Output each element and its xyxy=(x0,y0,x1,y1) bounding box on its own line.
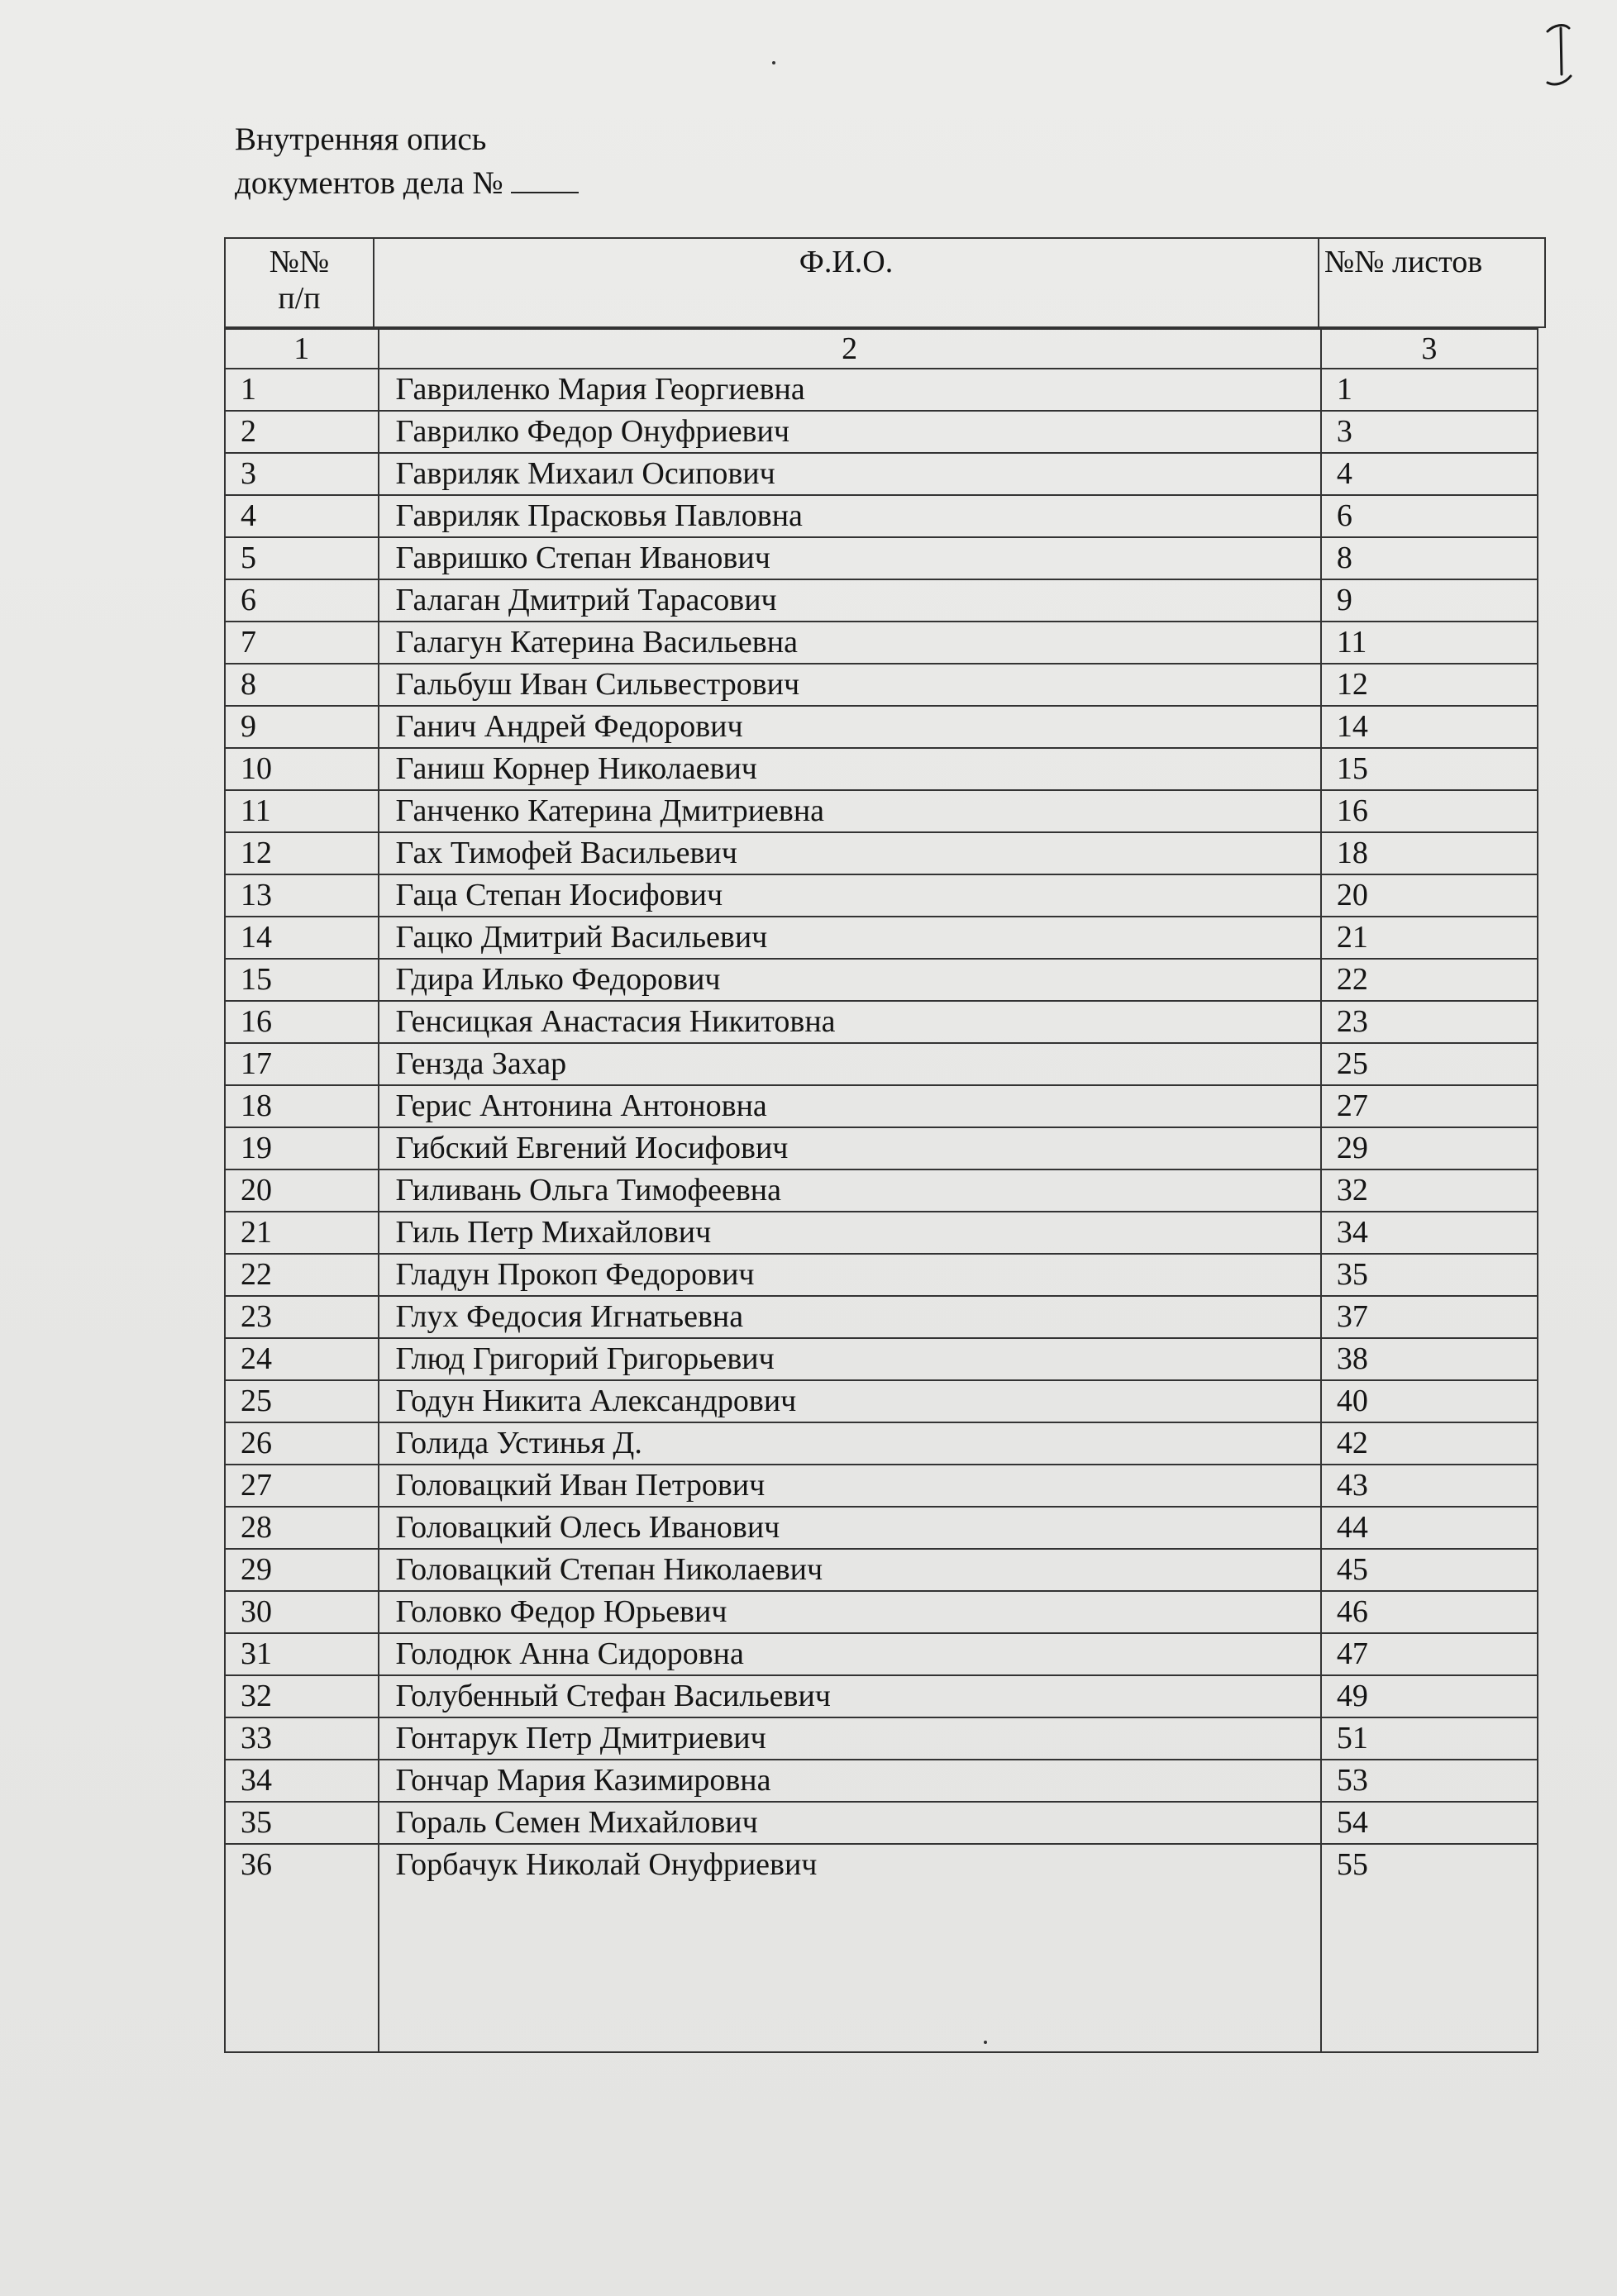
row-number: 11 xyxy=(225,790,379,832)
row-number: 1 xyxy=(225,369,379,411)
row-sheet: 21 xyxy=(1321,917,1538,959)
row-sheet: 42 xyxy=(1321,1422,1538,1465)
column-index-row xyxy=(225,329,1538,369)
row-name: Гонтарук Петр Дмитриевич xyxy=(379,1717,1321,1760)
table-row xyxy=(225,917,1538,959)
table-row xyxy=(225,1507,1538,1549)
row-name: Гибский Евгений Иосифович xyxy=(379,1127,1321,1169)
row-number: 17 xyxy=(225,1043,379,1085)
row-number: 13 xyxy=(225,874,379,917)
table-row xyxy=(225,1085,1538,1127)
row-sheet: 18 xyxy=(1321,832,1538,874)
row-name: Гавриляк Михаил Осипович xyxy=(379,453,1321,495)
row-number: 19 xyxy=(225,1127,379,1169)
row-name: Глух Федосия Игнатьевна xyxy=(379,1296,1321,1338)
row-sheet: 1 xyxy=(1321,369,1538,411)
row-number: 4 xyxy=(225,495,379,537)
row-sheet: 38 xyxy=(1321,1338,1538,1380)
row-name: Галагун Катерина Васильевна xyxy=(379,622,1321,664)
row-number: 14 xyxy=(225,917,379,959)
table-row xyxy=(225,1591,1538,1633)
row-name: Генсицкая Анастасия Никитовна xyxy=(379,1001,1321,1043)
row-number: 12 xyxy=(225,832,379,874)
table-row xyxy=(225,1760,1538,1802)
row-sheet: 23 xyxy=(1321,1001,1538,1043)
row-number: 33 xyxy=(225,1717,379,1760)
row-sheet: 22 xyxy=(1321,959,1538,1001)
row-number: 15 xyxy=(225,959,379,1001)
table-row xyxy=(225,1169,1538,1212)
row-sheet: 40 xyxy=(1321,1380,1538,1422)
table-row xyxy=(225,1254,1538,1296)
table-row xyxy=(225,790,1538,832)
row-name: Гаврилко Федор Онуфриевич xyxy=(379,411,1321,453)
row-sheet: 45 xyxy=(1321,1549,1538,1591)
row-number: 9 xyxy=(225,706,379,748)
row-name: Гацко Дмитрий Васильевич xyxy=(379,917,1321,959)
row-sheet: 3 xyxy=(1321,411,1538,453)
row-number: 25 xyxy=(225,1380,379,1422)
row-name: Горбачук Николай Онуфриевич xyxy=(379,1844,1321,2052)
row-name: Голубенный Стефан Васильевич xyxy=(379,1675,1321,1717)
row-number: 20 xyxy=(225,1169,379,1212)
table-row xyxy=(225,1338,1538,1380)
row-sheet: 4 xyxy=(1321,453,1538,495)
row-number: 23 xyxy=(225,1296,379,1338)
document-title xyxy=(235,117,579,205)
row-name: Гиливань Ольга Тимофеевна xyxy=(379,1169,1321,1212)
row-number: 3 xyxy=(225,453,379,495)
table-row xyxy=(225,832,1538,874)
row-name: Гальбуш Иван Сильвестрович xyxy=(379,664,1321,706)
table-row xyxy=(225,748,1538,790)
table-row xyxy=(225,495,1538,537)
row-sheet: 49 xyxy=(1321,1675,1538,1717)
row-number: 30 xyxy=(225,1591,379,1633)
header-name: Ф.И.О. xyxy=(374,238,1319,327)
table-row xyxy=(225,453,1538,495)
row-name: Гензда Захар xyxy=(379,1043,1321,1085)
row-sheet: 53 xyxy=(1321,1760,1538,1802)
table-row xyxy=(225,1043,1538,1085)
paper-speck xyxy=(772,61,775,64)
table-row xyxy=(225,664,1538,706)
column-index-1: 1 xyxy=(225,329,379,369)
row-name: Гдира Илько Федорович xyxy=(379,959,1321,1001)
table-row xyxy=(225,706,1538,748)
row-sheet: 43 xyxy=(1321,1465,1538,1507)
row-name: Головацкий Степан Николаевич xyxy=(379,1549,1321,1591)
row-number: 16 xyxy=(225,1001,379,1043)
table-row xyxy=(225,1127,1538,1169)
table-row xyxy=(225,1717,1538,1760)
row-sheet: 34 xyxy=(1321,1212,1538,1254)
title-line-2 xyxy=(235,161,579,205)
table-row xyxy=(225,1212,1538,1254)
row-name: Гавриленко Мария Георгиевна xyxy=(379,369,1321,411)
row-number: 28 xyxy=(225,1507,379,1549)
case-number-blank xyxy=(511,164,579,193)
row-name: Головацкий Олесь Иванович xyxy=(379,1507,1321,1549)
row-name: Глюд Григорий Григорьевич xyxy=(379,1338,1321,1380)
row-name: Голодюк Анна Сидоровна xyxy=(379,1633,1321,1675)
row-name: Гладун Прокоп Федорович xyxy=(379,1254,1321,1296)
row-sheet: 47 xyxy=(1321,1633,1538,1675)
row-number: 36 xyxy=(225,1844,379,2052)
row-number: 21 xyxy=(225,1212,379,1254)
table-row xyxy=(225,1001,1538,1043)
table-row xyxy=(225,1633,1538,1675)
table-row xyxy=(225,874,1538,917)
header-sheets: №№ листов xyxy=(1319,238,1545,327)
row-sheet: 44 xyxy=(1321,1507,1538,1549)
table-row xyxy=(225,1465,1538,1507)
column-index-2: 2 xyxy=(379,329,1321,369)
row-name: Годун Никита Александрович xyxy=(379,1380,1321,1422)
table-row xyxy=(225,959,1538,1001)
table-row xyxy=(225,537,1538,579)
row-sheet: 12 xyxy=(1321,664,1538,706)
table-row xyxy=(225,579,1538,622)
row-sheet: 55 xyxy=(1321,1844,1538,2052)
inventory-table xyxy=(224,328,1538,2053)
row-number: 7 xyxy=(225,622,379,664)
row-number: 34 xyxy=(225,1760,379,1802)
row-sheet: 8 xyxy=(1321,537,1538,579)
table-row xyxy=(225,1802,1538,1844)
row-sheet: 14 xyxy=(1321,706,1538,748)
row-number: 18 xyxy=(225,1085,379,1127)
row-name: Гончар Мария Казимировна xyxy=(379,1760,1321,1802)
row-number: 35 xyxy=(225,1802,379,1844)
row-sheet: 20 xyxy=(1321,874,1538,917)
inventory-header-table xyxy=(224,237,1546,328)
row-number: 32 xyxy=(225,1675,379,1717)
table-row xyxy=(225,1380,1538,1422)
row-number: 5 xyxy=(225,537,379,579)
row-sheet: 15 xyxy=(1321,748,1538,790)
row-number: 8 xyxy=(225,664,379,706)
row-name: Гораль Семен Михайлович xyxy=(379,1802,1321,1844)
row-number: 31 xyxy=(225,1633,379,1675)
table-row xyxy=(225,1675,1538,1717)
row-number: 2 xyxy=(225,411,379,453)
row-name: Ганченко Катерина Дмитриевна xyxy=(379,790,1321,832)
handwritten-sheet-mark xyxy=(1536,17,1586,99)
title-line-1: Внутренняя опись xyxy=(235,121,487,157)
row-sheet: 46 xyxy=(1321,1591,1538,1633)
row-name: Герис Антонина Антоновна xyxy=(379,1085,1321,1127)
row-name: Гаца Степан Иосифович xyxy=(379,874,1321,917)
table-row xyxy=(225,1422,1538,1465)
row-sheet: 25 xyxy=(1321,1043,1538,1085)
table-row xyxy=(225,1549,1538,1591)
row-name: Гах Тимофей Васильевич xyxy=(379,832,1321,874)
row-sheet: 29 xyxy=(1321,1127,1538,1169)
table-row xyxy=(225,411,1538,453)
row-name: Ганиш Корнер Николаевич xyxy=(379,748,1321,790)
table-row xyxy=(225,1844,1538,2052)
row-name: Ганич Андрей Федорович xyxy=(379,706,1321,748)
table-row xyxy=(225,622,1538,664)
row-name: Гавриляк Прасковья Павловна xyxy=(379,495,1321,537)
table-row xyxy=(225,369,1538,411)
row-number: 10 xyxy=(225,748,379,790)
row-sheet: 9 xyxy=(1321,579,1538,622)
row-name: Головацкий Иван Петрович xyxy=(379,1465,1321,1507)
row-name: Галаган Дмитрий Тарасович xyxy=(379,579,1321,622)
row-sheet: 6 xyxy=(1321,495,1538,537)
row-number: 6 xyxy=(225,579,379,622)
row-sheet: 51 xyxy=(1321,1717,1538,1760)
row-name: Головко Федор Юрьевич xyxy=(379,1591,1321,1633)
row-sheet: 11 xyxy=(1321,622,1538,664)
paper-speck xyxy=(984,2041,987,2044)
table-row xyxy=(225,1296,1538,1338)
header-row xyxy=(225,238,1545,327)
row-name: Голида Устинья Д. xyxy=(379,1422,1321,1465)
row-sheet: 37 xyxy=(1321,1296,1538,1338)
row-sheet: 54 xyxy=(1321,1802,1538,1844)
row-sheet: 35 xyxy=(1321,1254,1538,1296)
row-number: 27 xyxy=(225,1465,379,1507)
header-number: №№ п/п xyxy=(225,238,374,327)
row-sheet: 27 xyxy=(1321,1085,1538,1127)
row-number: 24 xyxy=(225,1338,379,1380)
row-name: Гавришко Степан Иванович xyxy=(379,537,1321,579)
row-sheet: 32 xyxy=(1321,1169,1538,1212)
row-number: 22 xyxy=(225,1254,379,1296)
column-index-3: 3 xyxy=(1321,329,1538,369)
row-sheet: 16 xyxy=(1321,790,1538,832)
title-line-2-text: документов дела № xyxy=(235,165,503,201)
row-number: 29 xyxy=(225,1549,379,1591)
row-number: 26 xyxy=(225,1422,379,1465)
row-name: Гиль Петр Михайлович xyxy=(379,1212,1321,1254)
